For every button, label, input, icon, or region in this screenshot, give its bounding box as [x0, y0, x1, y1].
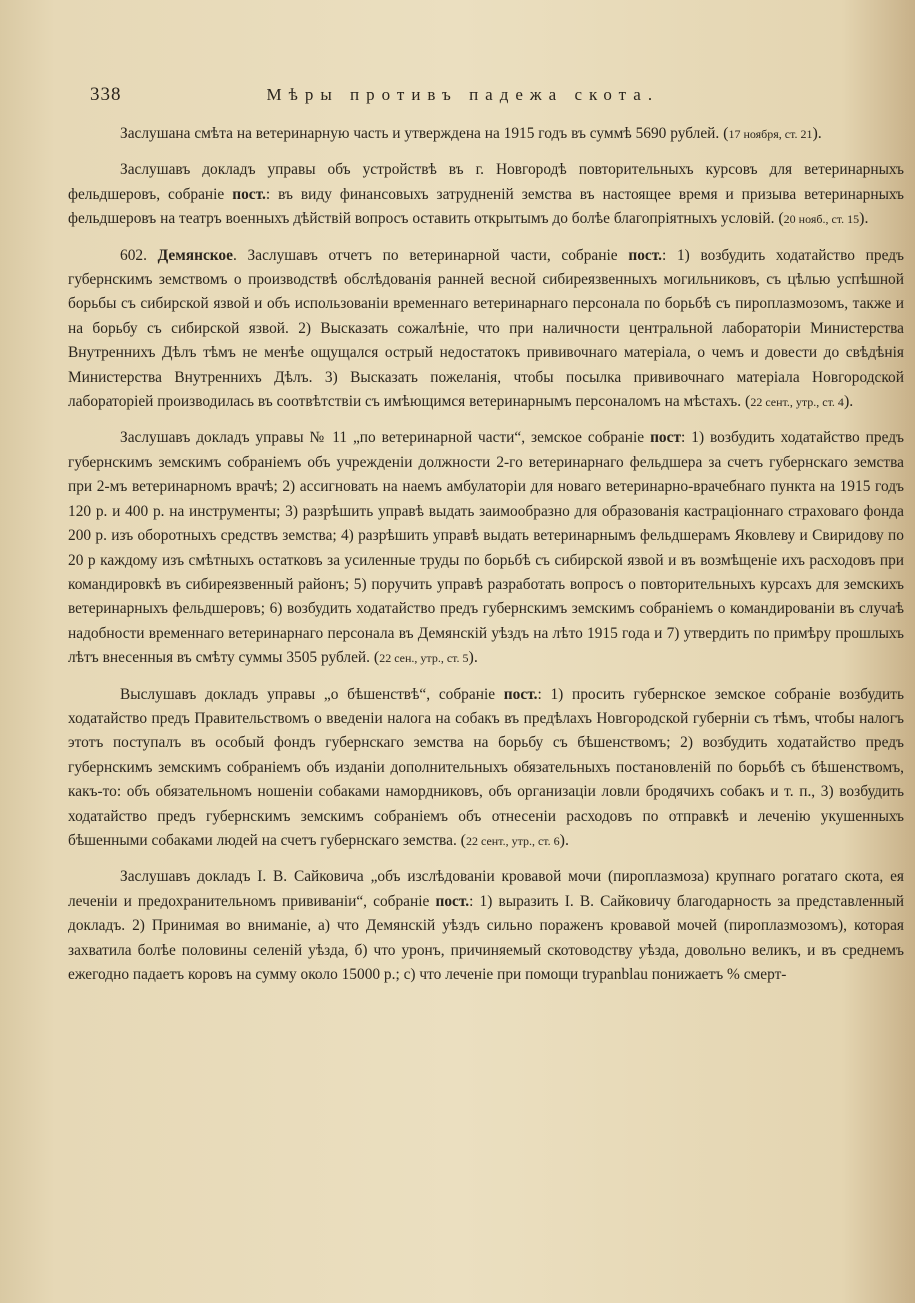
paragraph-text: Заслушана смѣта на ветеринарную часть и утверждена на 1915 годъ въ суммѣ 5690 рублей. — [120, 125, 720, 142]
paragraph-text: : 1) возбудить ходатайство предъ губернскимъ земскимъ собраніемъ объ учрежденіи должности 2-го ветеринарнаго фельдшера за счетъ губернскаго земства при 2-мъ ветеринарномъ врачѣ; 2) ассигновать на наемъ амбулаторіи для новаго ветеринарно-врачебнаго пункта на 1915 годъ 120 р. и 400 р. на инструменты; 3) разрѣшить управѣ выдать заимообразно для образованія кастраціоннаго страховаго фонда 200 р. изъ оборотныхъ средствъ земства; 4) разрѣшить управѣ выдать ветеринарнымъ фельдшерамъ Яковлеву и Свиридову по 20 р каждому изъ смѣтныхъ остатковъ за усиленные труды по борьбѣ съ сибирской язвой и въ возмѣщеніе ихъ расходовъ при командировкѣ въ сибиреязвенный районъ; 5) поручить управѣ разработать вопросъ о повторительныхъ курсахъ для земскихъ ветеринарныхъ фельдшеровъ; 6) возбудить ходатайство предъ губернскимъ земскимъ собраніемъ о командированіи въ случаѣ надобности временнаго ветеринарнаго персонала въ Демянскій уѣздъ на лѣто 1915 года и 7) утвердить по примѣру прошлыхъ лѣтъ внесенныя въ смѣту суммы 3505 рублей. — [68, 429, 904, 667]
reference-close: ). — [559, 831, 569, 849]
page-number: 338 — [90, 84, 122, 105]
paragraph-report-11 — [68, 426, 904, 670]
paragraph-piroplasmosis — [68, 865, 904, 987]
reference-open: ( — [373, 649, 380, 667]
resolution-keyword: пост. — [435, 892, 470, 910]
paragraph-text: . Заслушавъ отчетъ по ветеринарной части, собраніе — [232, 246, 629, 264]
paragraph-text: : 1) выразить І. В. Сайковичу благодарность за представленный докладъ. 2) Принимая во вниманіе, а) что Демянскій уѣздъ сильно пораженъ кровавой мочей (пироплазмозомъ), которая захватила болѣе половины селеній уѣзда, б) что уронъ, причиняемый скотоводству уѣзда, довольно великъ, и въ среднемъ ежегодно падаетъ коровъ на сумму около 15000 р.; с) что леченіе при помощи trypanblau понижаетъ % смерт- — [68, 892, 904, 983]
resolution-keyword: пост. — [503, 685, 538, 703]
paragraph-text: Заслушавъ докладъ управы № 11 „по ветеринарной части“, земское собраніе — [120, 429, 651, 447]
paragraph-text: : 1) возбудить ходатайство предъ губернскимъ земствомъ о производствѣ обслѣдованія ранней весной сибиреязвенныхъ могильниковъ, съ цѣлью успѣшной борьбы съ сибирской язвой и объ использованіи временнаго ветеринарнаго персонала по борьбѣ съ пироплазмозомъ, также и на борьбу съ сибирской язвой. 2) Высказать сожалѣніе, что при наличности центральной лабораторіи Министерства Внутреннихъ Дѣлъ тѣмъ не менѣе ощущался острый недостатокъ прививочнаго матеріала, о чемъ и довести до свѣдѣнія Министерства Внутреннихъ Дѣлъ. 3) Высказать пожеланія, чтобы посылка прививочнаго матеріала Новгородской лабораторіей производилась въ соотвѣтствіи съ имѣющимся ветеринарнымъ персоналомъ на мѣстахъ. — [68, 246, 904, 411]
paragraph-courses — [68, 158, 904, 231]
reference: 20 нояб., ст. 15 — [783, 212, 860, 227]
reference-open: ( — [723, 125, 729, 142]
district-name: Демянское — [157, 246, 233, 264]
reference-close: ). — [812, 125, 822, 142]
reference: 17 ноября, ст. 21 — [728, 127, 813, 141]
reference-close: ). — [859, 210, 869, 228]
resolution-keyword: пост — [650, 429, 682, 447]
paragraph-text: Выслушавъ докладъ управы „о бѣшенствѣ“, собраніе — [120, 685, 504, 703]
paragraph-text: : въ виду финансовыхъ затрудненій земства въ настоящее время и призыва ветеринарныхъ фельдшеровъ на театръ военныхъ дѣйствій вопросъ оставить открытымъ до болѣе благопріятныхъ условій. — [68, 185, 904, 228]
paragraph-rabies — [68, 683, 904, 854]
paragraph-demyansk-report — [68, 244, 904, 415]
item-number: 602. — [120, 246, 147, 264]
reference-open: ( — [744, 393, 751, 411]
reference-close: ). — [468, 649, 478, 667]
reference: 22 сен., утр., ст. 5 — [379, 651, 469, 666]
paragraph-text: Заслушавъ докладъ І. В. Сайковича „объ изслѣдованіи кровавой мочи (пироплазмоза) крупнаго рогатаго скота, ея леченіи и предохранительномъ прививаніи“, собраніе — [68, 868, 904, 910]
reference: 22 сент., утр., ст. 4 — [750, 395, 844, 410]
resolution-keyword: пост. — [232, 185, 266, 203]
reference-close: ). — [843, 393, 854, 411]
reference-open: ( — [778, 210, 784, 228]
page-header — [90, 84, 725, 106]
paragraph-text: : 1) просить губернское земское собраніе возбудить ходатайство предъ Правительствомъ о введеніи налога на собакъ въ предѣлахъ Новгородской губерніи съ тѣмъ, чтобы налогъ этотъ поступалъ въ особый фондъ губернскаго земства на борьбу съ бѣшенствомъ; 2) возбудить ходатайство предъ губернскимъ земскимъ собраніемъ объ изданіи дополнительныхъ обязательныхъ постановленій по борьбѣ съ бѣшенствомъ, какъ-то: объ обязательномъ ношеніи собаками намордниковъ, объ организаціи ловли бродячихъ собакъ и т. п., 3) возбудить ходатайство предъ губернскимъ земскимъ собраніемъ объ отнесеніи расходовъ по отправкѣ и леченію укушенныхъ бѣшенными собаками людей на счетъ губернскаго земства. — [68, 685, 905, 849]
page-content — [68, 122, 904, 999]
paragraph-text: Заслушавъ докладъ управы объ устройствѣ въ г. Новгородѣ повторительныхъ курсовъ для ветеринарныхъ фельдшеровъ, собраніе — [68, 161, 904, 203]
running-title: Мѣры противъ падежа скота. — [266, 85, 660, 104]
paragraph-budget — [68, 122, 904, 146]
reference: 22 сент., утр., ст. 6 — [466, 833, 560, 848]
reference-open: ( — [460, 831, 466, 849]
resolution-keyword: пост. — [628, 246, 662, 264]
